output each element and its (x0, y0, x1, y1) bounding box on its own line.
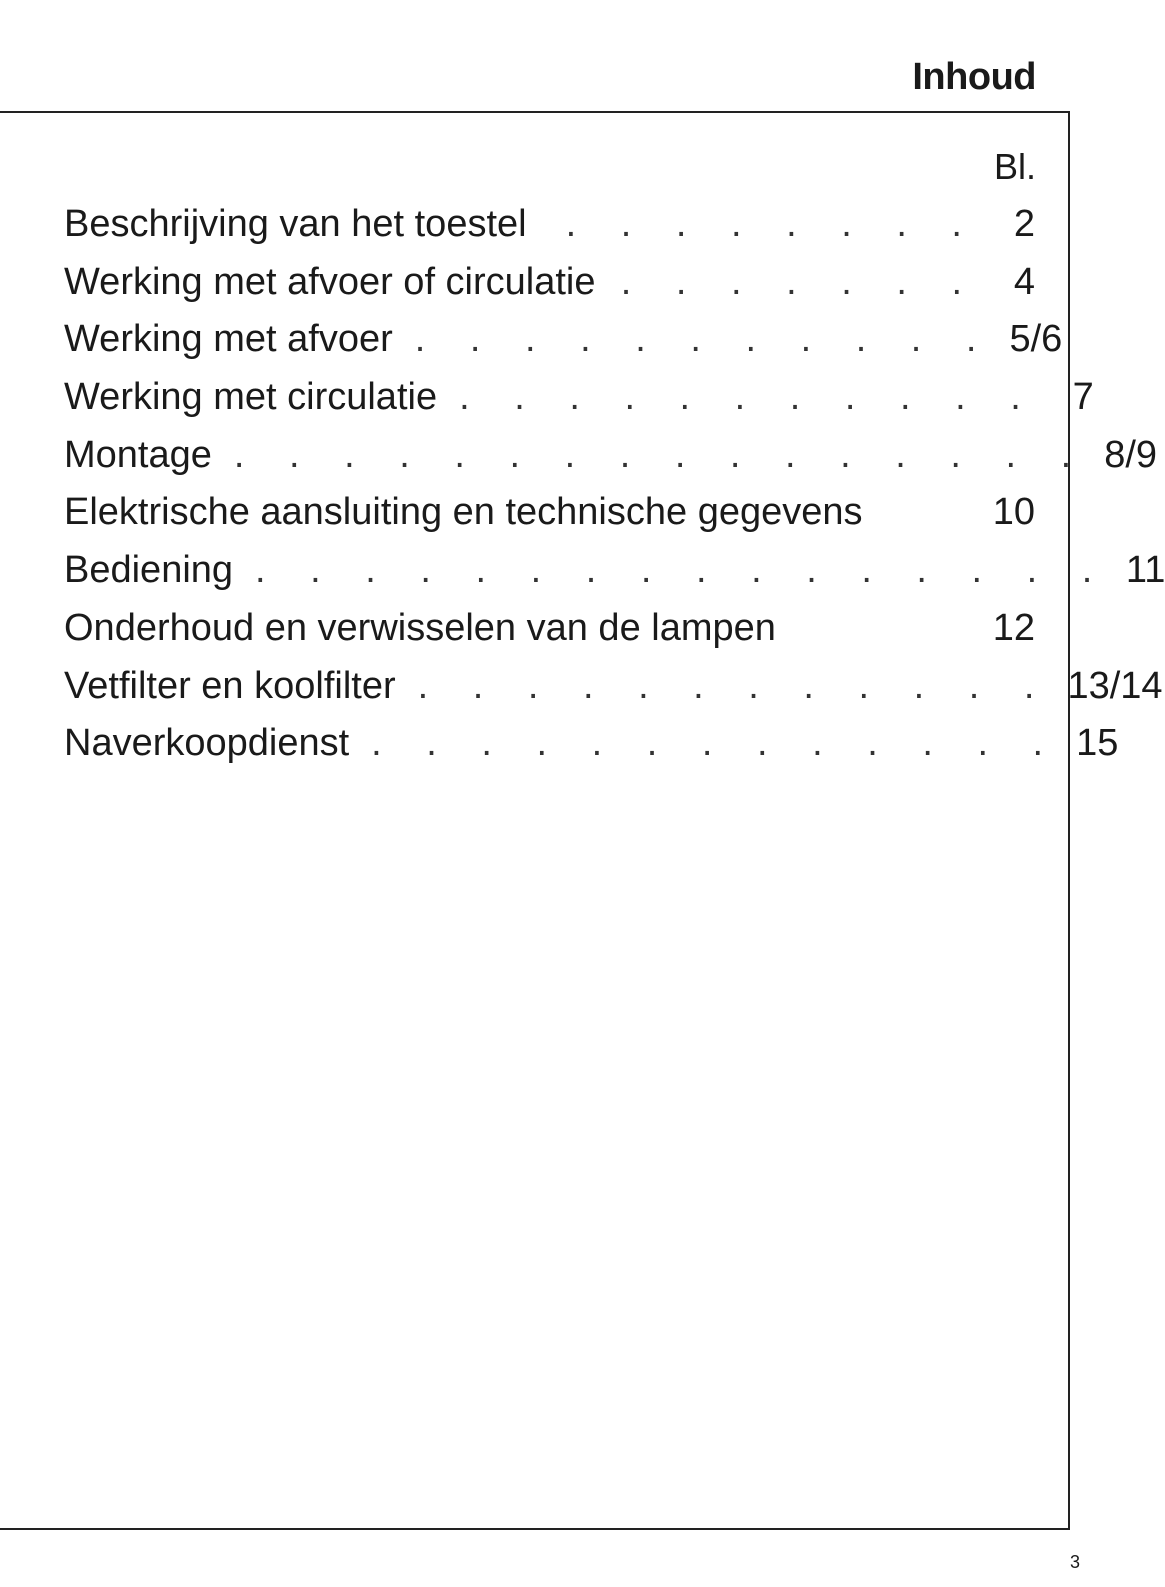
toc-entry-label: Vetfilter en koolfilter (64, 664, 396, 707)
toc-dot-leader: . . . . . . . . . . . . . (371, 722, 1061, 765)
toc-entry-label: Onderhoud en verwisselen van de lampen (64, 606, 776, 649)
toc-entry-page: 5/6 (1009, 318, 1063, 361)
toc-dot-leader: . . . . . . . . . . . (414, 318, 994, 361)
toc-dot-leader: . . . . . . . . . . . . . . . . (255, 549, 1110, 592)
toc-entry-vetfilter (64, 658, 1163, 716)
toc-entry-page: 11 (1125, 549, 1165, 592)
toc-entry-montage (64, 427, 1158, 485)
toc-entry-label: Werking met afvoer (64, 318, 393, 361)
table-of-contents (64, 196, 1165, 773)
toc-entry-page: 12 (992, 606, 1035, 649)
toc-entry-page: 15 (1076, 722, 1119, 765)
toc-entry-label: Naverkoopdienst (64, 722, 350, 765)
toc-entry-werking-circulatie (64, 369, 1094, 427)
toc-entry-label: Elektrische aansluiting en technische gegevens (64, 491, 863, 534)
toc-entry-page: 8/9 (1104, 433, 1158, 476)
page-column-header: Bl. (993, 146, 1036, 187)
toc-entry-werking-afvoer (64, 311, 1063, 369)
toc-entry-page: 2 (1013, 203, 1035, 245)
toc-entry-beschrijving (64, 196, 1035, 254)
toc-entry-label: Bediening (64, 549, 234, 592)
toc-dot-leader: . . . . . . . . . . . . . . . . (233, 433, 1089, 476)
toc-entry-label: Werking met circulatie (64, 376, 438, 419)
toc-dot-leader: . . . . . . . . . . . . (417, 664, 1052, 707)
toc-entry-page: 4 (1013, 260, 1035, 303)
toc-entry-label: Werking met afvoer of circulatie (64, 260, 596, 303)
toc-dot-leader: . . . . . . . . . . . (459, 376, 1038, 419)
toc-entry-label: Montage (64, 433, 212, 476)
toc-entry-page: 10 (992, 491, 1035, 534)
page-title: Inhoud (912, 56, 1036, 98)
toc-entry-label: Beschrijving van het toestel (64, 203, 527, 245)
toc-entry-page: 13/14 (1067, 664, 1163, 707)
toc-dot-leader: . . . . . . . (620, 260, 979, 303)
footer-page-number: 3 (1069, 1552, 1080, 1572)
toc-entry-bediening (64, 542, 1165, 600)
toc-entry-elektrische-aansluiting (64, 484, 1035, 542)
toc-entry-naverkoopdienst (64, 715, 1119, 773)
toc-entry-page: 7 (1072, 376, 1094, 419)
toc-entry-onderhoud (64, 600, 1035, 658)
toc-entry-werking-afvoer-circulatie (64, 254, 1035, 312)
toc-dot-leader: . . . . . . . . (565, 203, 979, 245)
